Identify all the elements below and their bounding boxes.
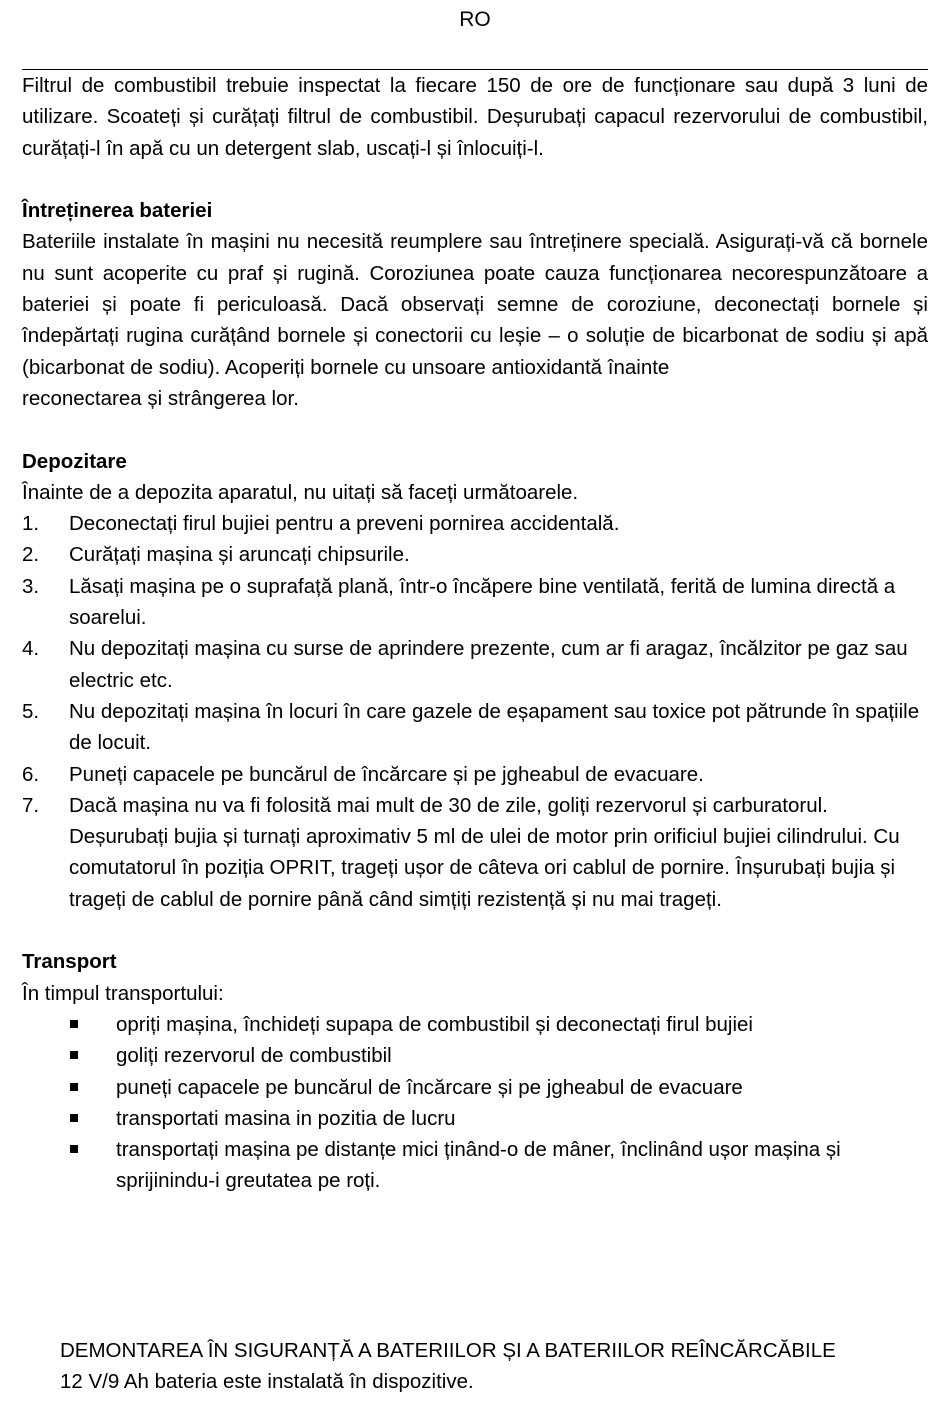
battery-removal-heading: DEMONTAREA ÎN SIGURANȚĂ A BATERIILOR ȘI A BATERIILOR REÎNCĂRCĂBILE <box>60 1339 836 1362</box>
step-number: 3. <box>22 574 40 598</box>
document-body <box>22 70 928 1197</box>
battery-paragraph-continuation: reconectarea și strângerea lor. <box>22 386 299 410</box>
step-text: Deconectați firul bujiei pentru a preveni pornirea accidentală. <box>69 512 620 536</box>
square-bullet-icon <box>22 1103 116 1134</box>
battery-paragraph: Bateriile instalate în mașini nu necesită reumplere sau întreținere specială. Asigurați-vă că bornele nu sunt acoperite cu praf și rugină. Coroziunea poate cauza funcționarea necorespunzătoare a bateriei și poate fi periculoasă. Dacă observați semne de coroziune, deconectați bornele și îndepărtați rugina curățând bornele și conectorii cu leșie – o soluție de bicarbonat de sodiu și apă (bicarbonat de sodiu). Acoperiți bornele cu unsoare antioxidantă înainte <box>22 230 928 379</box>
bullet-text: transportați mașina pe distanțe mici ținând-o de mâner, înclinând ușor mașina și sprijinindu-i greutatea pe roți. <box>116 1138 841 1193</box>
bullet-text: puneți capacele pe buncărul de încărcare și pe jgheabul de evacuare <box>116 1075 743 1099</box>
list-item <box>22 1103 928 1134</box>
square-bullet-icon <box>22 1134 116 1197</box>
bullet-text: opriți mașina, închideți supapa de combustibil și deconectați firul bujiei <box>116 1012 753 1036</box>
battery-removal-section <box>60 1335 930 1398</box>
fuel-filter-paragraph: Filtrul de combustibil trebuie inspectat la fiecare 150 de ore de funcționare sau după 3 luni de utilizare. Scoateți și curățați filtrul de combustibil. Deșurubați capacul rezervorului de combustibil, curățați-l în apă cu un detergent slab, uscați-l și înlocuiți-l. <box>22 74 928 160</box>
step-text: Curățați mașina și aruncați chipsurile. <box>69 543 410 567</box>
transport-bullet-list <box>22 1009 928 1197</box>
square-bullet-icon <box>22 1009 116 1040</box>
step-number: 1. <box>22 512 40 536</box>
storage-heading: Depozitare <box>22 449 127 473</box>
battery-removal-text: 12 V/9 Ah bateria este instalată în dispozitive. <box>60 1370 474 1394</box>
list-item <box>22 571 928 634</box>
list-item <box>22 539 928 570</box>
step-number: 5. <box>22 699 40 723</box>
battery-heading: Întreținerea bateriei <box>22 199 213 223</box>
step-text: Dacă mașina nu va fi folosită mai mult de 30 de zile, goliți rezervorul și carburatorul. Deșurubați bujia și turnați aproximativ 5 ml de ulei de motor prin orificiul bujiei cilindrului. Cu comutatorul în poziția OPRIT, trageți ușor de câteva ori cablul de pornire. Înșurubați bujia și trageți de cablul de pornire până când simțiți rezistență și nu mai trageți. <box>69 793 900 911</box>
list-item <box>22 1134 928 1197</box>
step-text: Puneți capacele pe buncărul de încărcare și pe jgheabul de evacuare. <box>69 762 704 786</box>
list-item <box>22 1040 928 1071</box>
transport-intro: În timpul transportului: <box>22 981 224 1005</box>
page-header-language: RO <box>459 8 491 31</box>
step-text: Lăsați mașina pe o suprafață plană, într-o încăpere bine ventilată, ferită de lumina directă a soarelui. <box>69 574 896 630</box>
list-item <box>22 1072 928 1103</box>
list-item <box>22 759 928 790</box>
list-item <box>22 1009 928 1040</box>
bullet-text: transportati masina in pozitia de lucru <box>116 1106 456 1130</box>
step-text: Nu depozitați mașina în locuri în care gazele de eșapament sau toxice pot pătrunde în spațiile de locuit. <box>69 699 920 755</box>
square-bullet-icon <box>22 1040 116 1071</box>
step-number: 6. <box>22 762 40 786</box>
storage-intro: Înainte de a depozita aparatul, nu uitați să faceți următoarele. <box>22 480 579 504</box>
list-item <box>22 508 928 539</box>
storage-steps-list <box>22 508 928 915</box>
list-item <box>22 790 928 915</box>
square-bullet-icon <box>22 1072 116 1103</box>
step-number: 2. <box>22 543 40 567</box>
step-text: Nu depozitați mașina cu surse de aprindere prezente, cum ar fi aragaz, încălzitor pe gaz sau electric etc. <box>69 637 908 692</box>
step-number: 4. <box>22 637 40 661</box>
transport-heading: Transport <box>22 950 117 974</box>
list-item <box>22 696 928 759</box>
list-item <box>22 633 928 696</box>
step-number: 7. <box>22 793 40 817</box>
bullet-text: goliți rezervorul de combustibil <box>116 1044 392 1068</box>
